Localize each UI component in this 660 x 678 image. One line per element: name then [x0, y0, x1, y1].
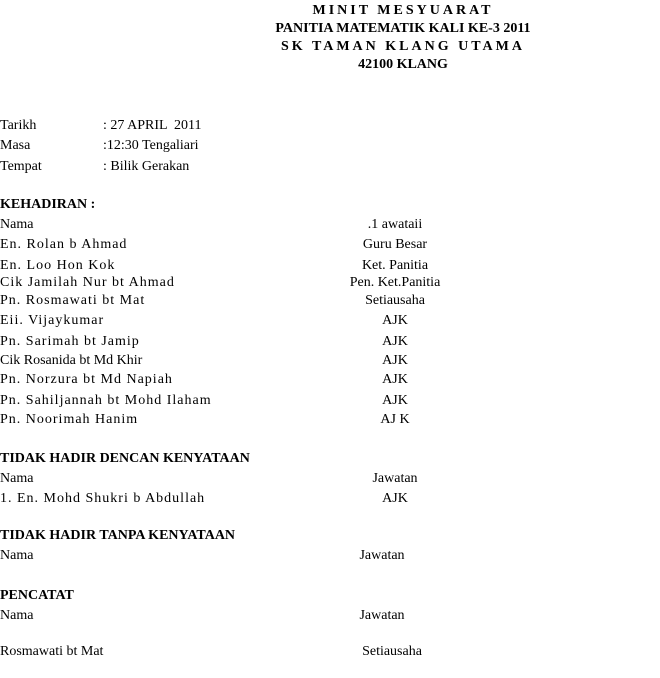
attendee-name: Pn. Sarimah bt Jamip — [0, 334, 140, 349]
attendee-role: Guru Besar — [362, 237, 428, 252]
attendee-role: AJK — [382, 334, 408, 349]
heading-absent-without-notice: TIDAK HADIR TANPA KENYATAAN — [0, 528, 236, 543]
pencatat-col-role: Jawatan — [359, 608, 405, 623]
info-value-tarikh: : 27 APRIL 2011 — [103, 118, 202, 133]
attendee-name: Pn. Norzura bt Md Napiah — [0, 372, 173, 387]
attendee-name: Eii. Vijaykumar — [0, 313, 105, 328]
attendee-name: Pn. Noorimah Hanim — [0, 412, 139, 427]
heading-kehadiran: KEHADIRAN : — [0, 197, 96, 212]
attendee-name: Pn. Sahiljannah bt Mohd Ilaham — [0, 393, 212, 408]
info-value-masa: :12:30 Tengaliari — [103, 138, 199, 153]
absent-with-notice-col-role: Jawatan — [372, 471, 418, 486]
attendee-role: AJK — [382, 313, 408, 328]
absent-role: AJK — [382, 491, 408, 506]
info-label-tempat: Tempat — [0, 159, 42, 174]
absent-without-notice-col-role: Jawatan — [359, 548, 405, 563]
attendee-role: AJK — [382, 393, 408, 408]
doc-title: MINIT MESYUARAT — [312, 3, 494, 18]
absent-without-notice-col-name: Nama — [0, 548, 34, 563]
attendee-role: Ket. Panitia — [361, 258, 429, 273]
doc-subtitle-school: SK TAMAN KLANG UTAMA — [281, 39, 525, 54]
attendee-role: Setiausaha — [365, 293, 425, 308]
attendee-name: Cik Jamilah Nur bt Ahmad — [0, 275, 175, 290]
attendee-name: Cik Rosanida bt Md Khir — [0, 353, 143, 368]
info-value-tempat: : Bilik Gerakan — [103, 159, 190, 174]
doc-subtitle-panitia: PANITIA MATEMATIK KALI KE-3 2011 — [275, 21, 531, 36]
info-label-masa: Masa — [0, 138, 31, 153]
attendee-name: En. Rolan b Ahmad — [0, 237, 128, 252]
attendee-role: AJK — [382, 353, 408, 368]
attendee-name: Pn. Rosmawati bt Mat — [0, 293, 146, 308]
absent-name: 1. En. Mohd Shukri b Abdullah — [0, 491, 206, 506]
attendee-role: Pen. Ket.Panitia — [349, 275, 441, 290]
attendee-name: En. Loo Hon Kok — [0, 258, 116, 273]
pencatat-name: Rosmawati bt Mat — [0, 644, 104, 659]
kehadiran-col-name: Nama — [0, 217, 34, 232]
pencatat-role: Setiausaha — [362, 644, 422, 659]
attendee-role: AJ K — [380, 412, 410, 427]
heading-pencatat: PENCATAT — [0, 588, 74, 603]
attendee-role: AJK — [382, 372, 408, 387]
info-label-tarikh: Tarikh — [0, 118, 37, 133]
absent-with-notice-col-name: Nama — [0, 471, 34, 486]
kehadiran-col-role: .1 awataii — [367, 217, 423, 232]
pencatat-col-name: Nama — [0, 608, 34, 623]
heading-absent-with-notice: TIDAK HADIR DENCAN KENYATAAN — [0, 451, 250, 466]
doc-subtitle-postcode: 42100 KLANG — [358, 57, 448, 72]
